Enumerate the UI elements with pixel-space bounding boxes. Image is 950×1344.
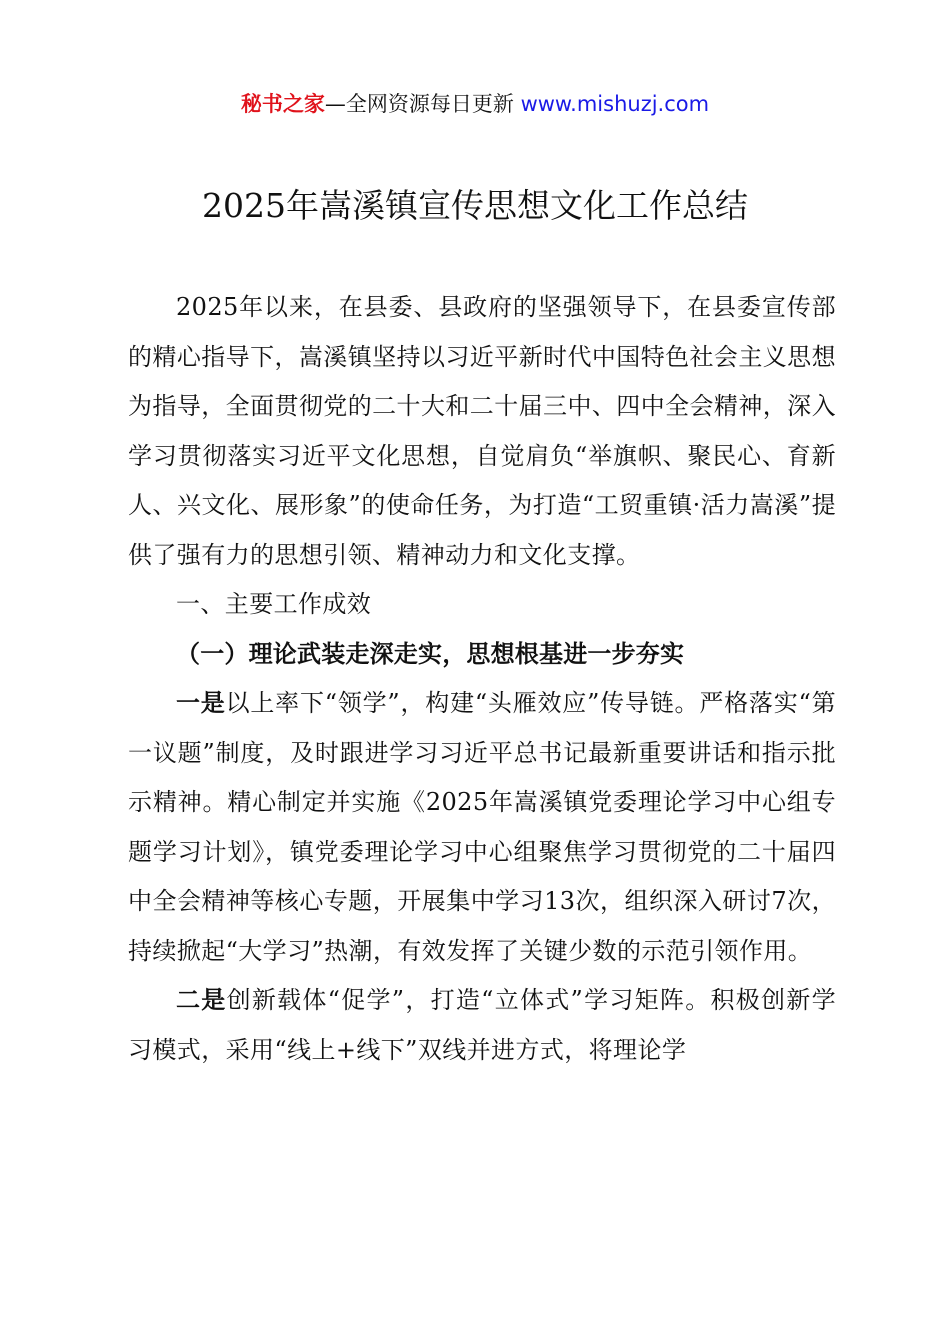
- item-paragraph-2: [128, 976, 836, 1075]
- item-text-1: 以上率下“领学”，构建“头雁效应”传导链。严格落实“第一议题”制度，及时跟进学习习近平总书记最新重要讲话和指示批示精神。精心制定并实施《2025年嵩溪镇党委理论学习中心组专题学习计划》，镇党委理论学习中心组聚焦学习贯彻党的二十届四中全会精神等核心专题，开展集中学习13次，组织深入研讨7次，持续掀起“大学习”热潮，有效发挥了关键少数的示范引领作用。: [128, 689, 836, 965]
- brand-name: 秘书之家: [240, 92, 325, 116]
- item-paragraph-1: [128, 679, 836, 976]
- header-tagline: —全网资源每日更新: [324, 92, 521, 116]
- intro-paragraph: 2025年以来，在县委、县政府的坚强领导下，在县委宣传部的精心指导下，嵩溪镇坚持以习近平新时代中国特色社会主义思想为指导，全面贯彻党的二十大和二十届三中、四中全会精神，深入学习贯彻落实习近平文化思想，自觉肩负“举旗帜、聚民心、育新人、兴文化、展形象”的使命任务，为打造“工贸重镇·活力嵩溪”提供了强有力的思想引领、精神动力和文化支撑。: [128, 293, 836, 569]
- subsection-heading: （一）理论武装走深走实，思想根基进一步夯实: [176, 639, 685, 668]
- item-text-2: 创新载体“促学”，打造“立体式”学习矩阵。积极创新学习模式，采用“线上+线下”双线并进方式，将理论学: [128, 986, 836, 1064]
- item-lead-1: 一是: [176, 689, 226, 717]
- section-heading: 一、主要工作成效: [176, 590, 372, 618]
- item-lead-2: 二是: [176, 986, 227, 1014]
- site-url-link[interactable]: www.mishuzj.com: [520, 92, 710, 116]
- site-header: [0, 88, 950, 120]
- document-body: [128, 283, 836, 1075]
- document-title: 2025年嵩溪镇宣传思想文化工作总结: [202, 186, 748, 225]
